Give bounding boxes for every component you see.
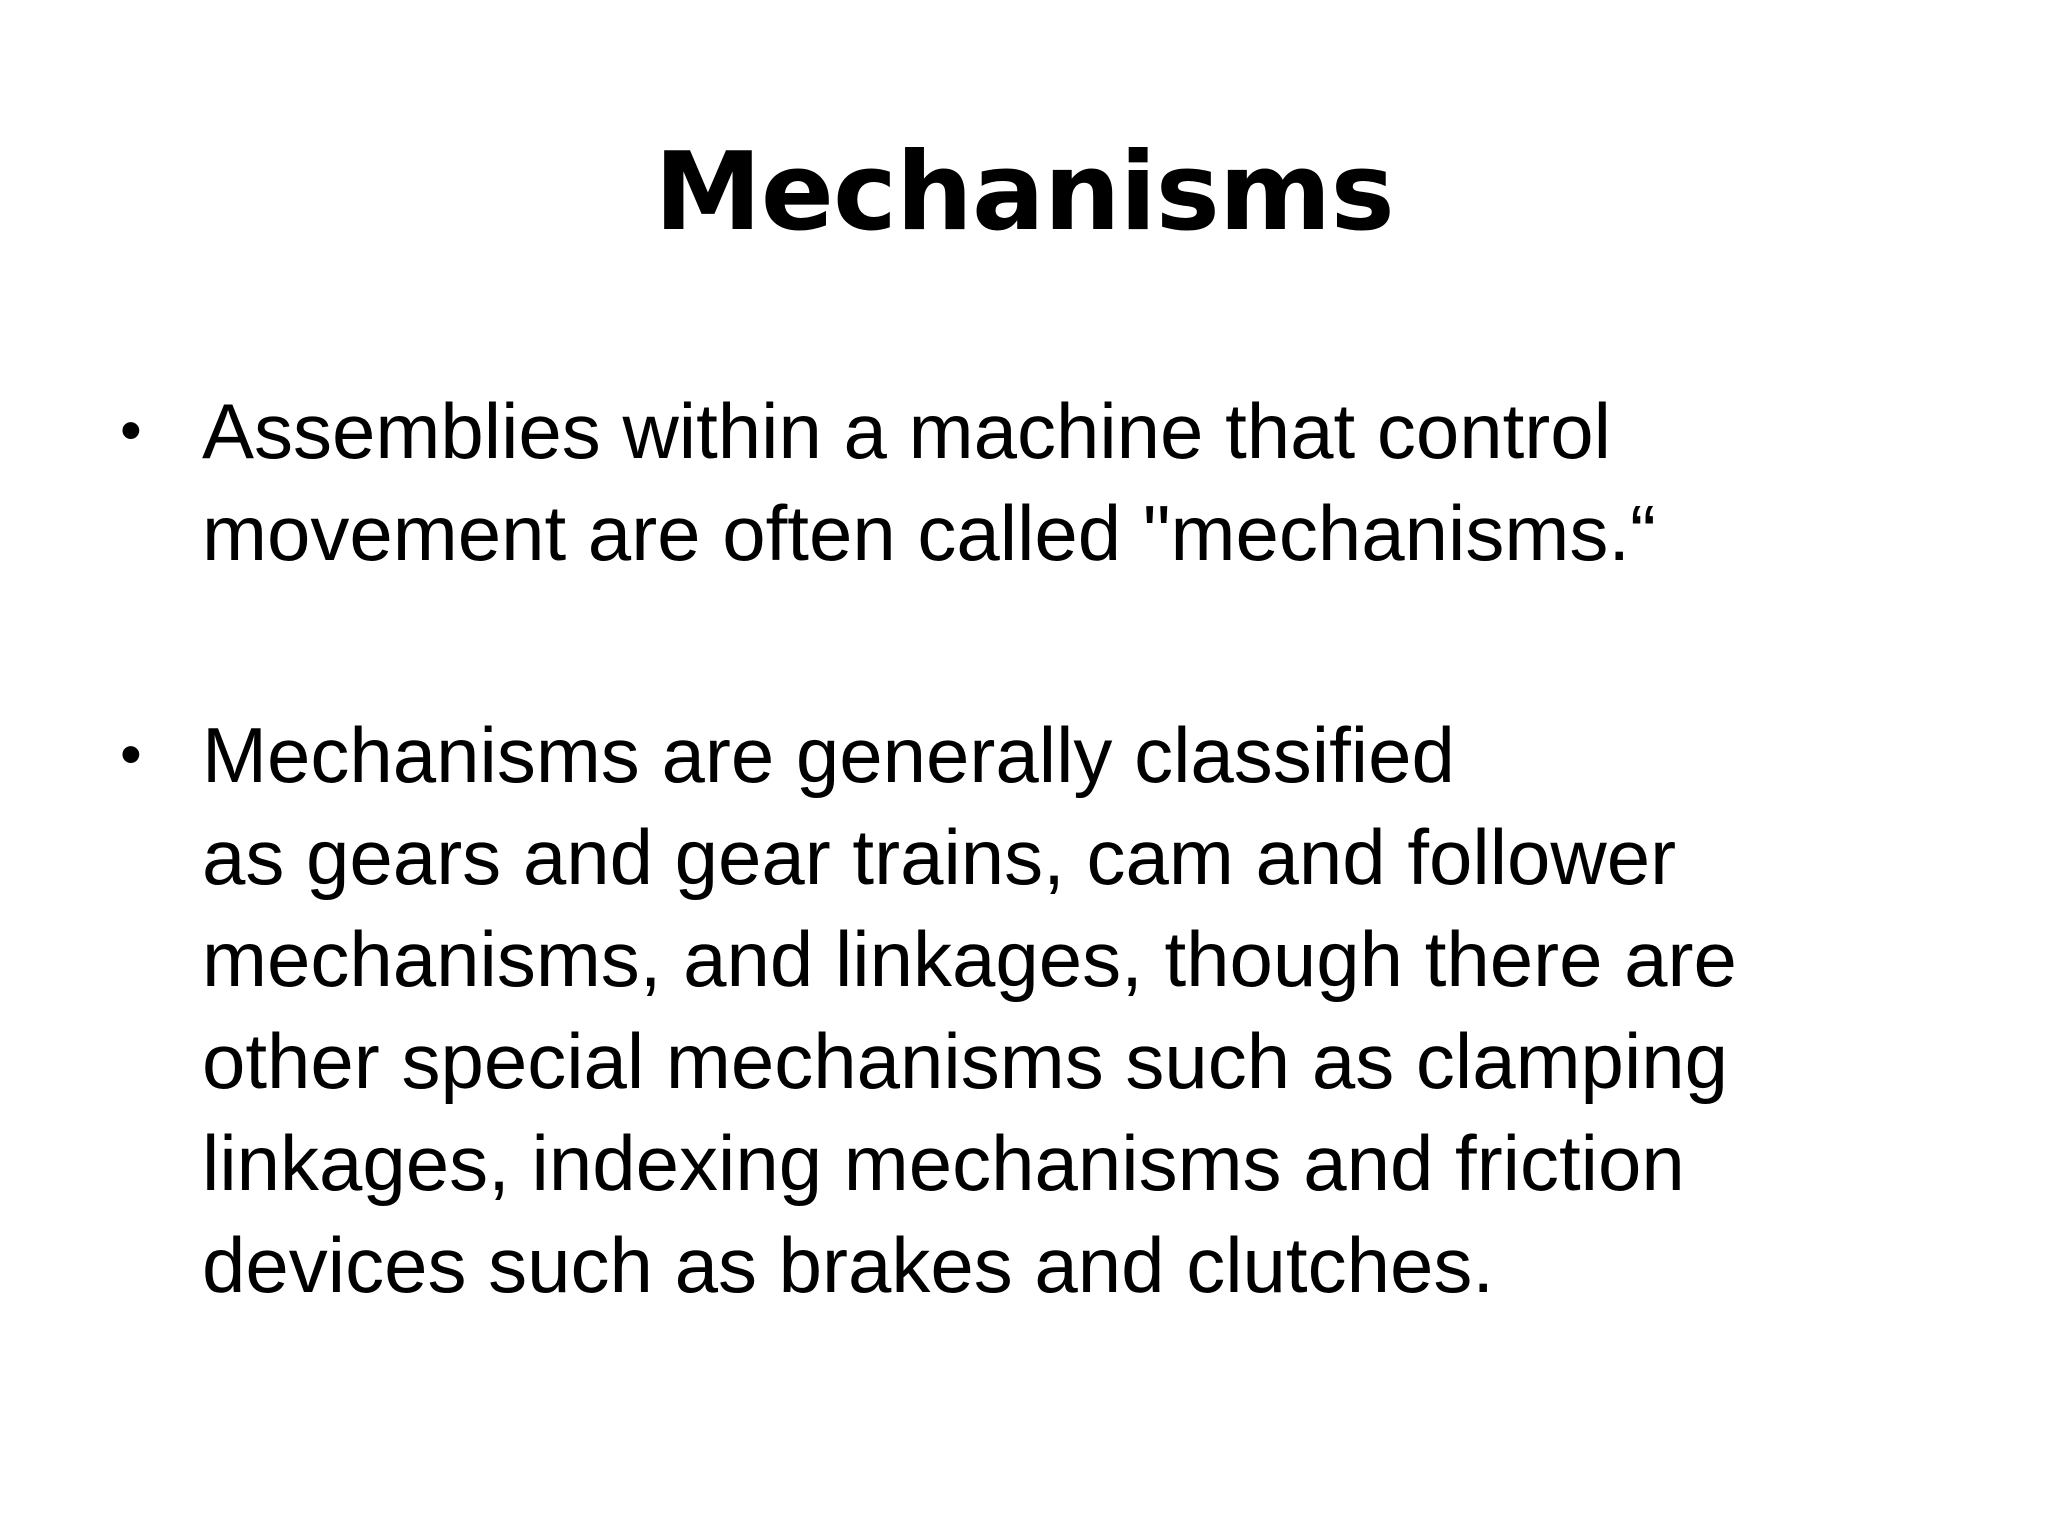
bullet-text-line: linkages, indexing mechanisms and friction (202, 1119, 1685, 1207)
bullet-item (120, 380, 1960, 584)
bullet-text-line: Assemblies within a machine that control (202, 387, 1611, 475)
bullet-text-line: mechanisms, and linkages, though there are (202, 915, 1737, 1003)
bullet-item (120, 704, 1960, 1316)
bullet-list (120, 380, 1960, 1436)
bullet-text-line: other special mechanisms such as clamping (202, 1017, 1729, 1105)
bullet-text-line: devices such as brakes and clutches. (202, 1221, 1495, 1309)
slide-title: Mechanisms (654, 130, 1394, 255)
bullet-dot-icon: • (120, 720, 142, 789)
bullet-dot-icon: • (120, 396, 142, 465)
bullet-text-line: Mechanisms are generally classified (202, 711, 1455, 799)
bullet-text-line: movement are often called "mechanisms.“ (202, 489, 1656, 577)
bullet-text-line: as gears and gear trains, cam and follower (202, 813, 1677, 901)
